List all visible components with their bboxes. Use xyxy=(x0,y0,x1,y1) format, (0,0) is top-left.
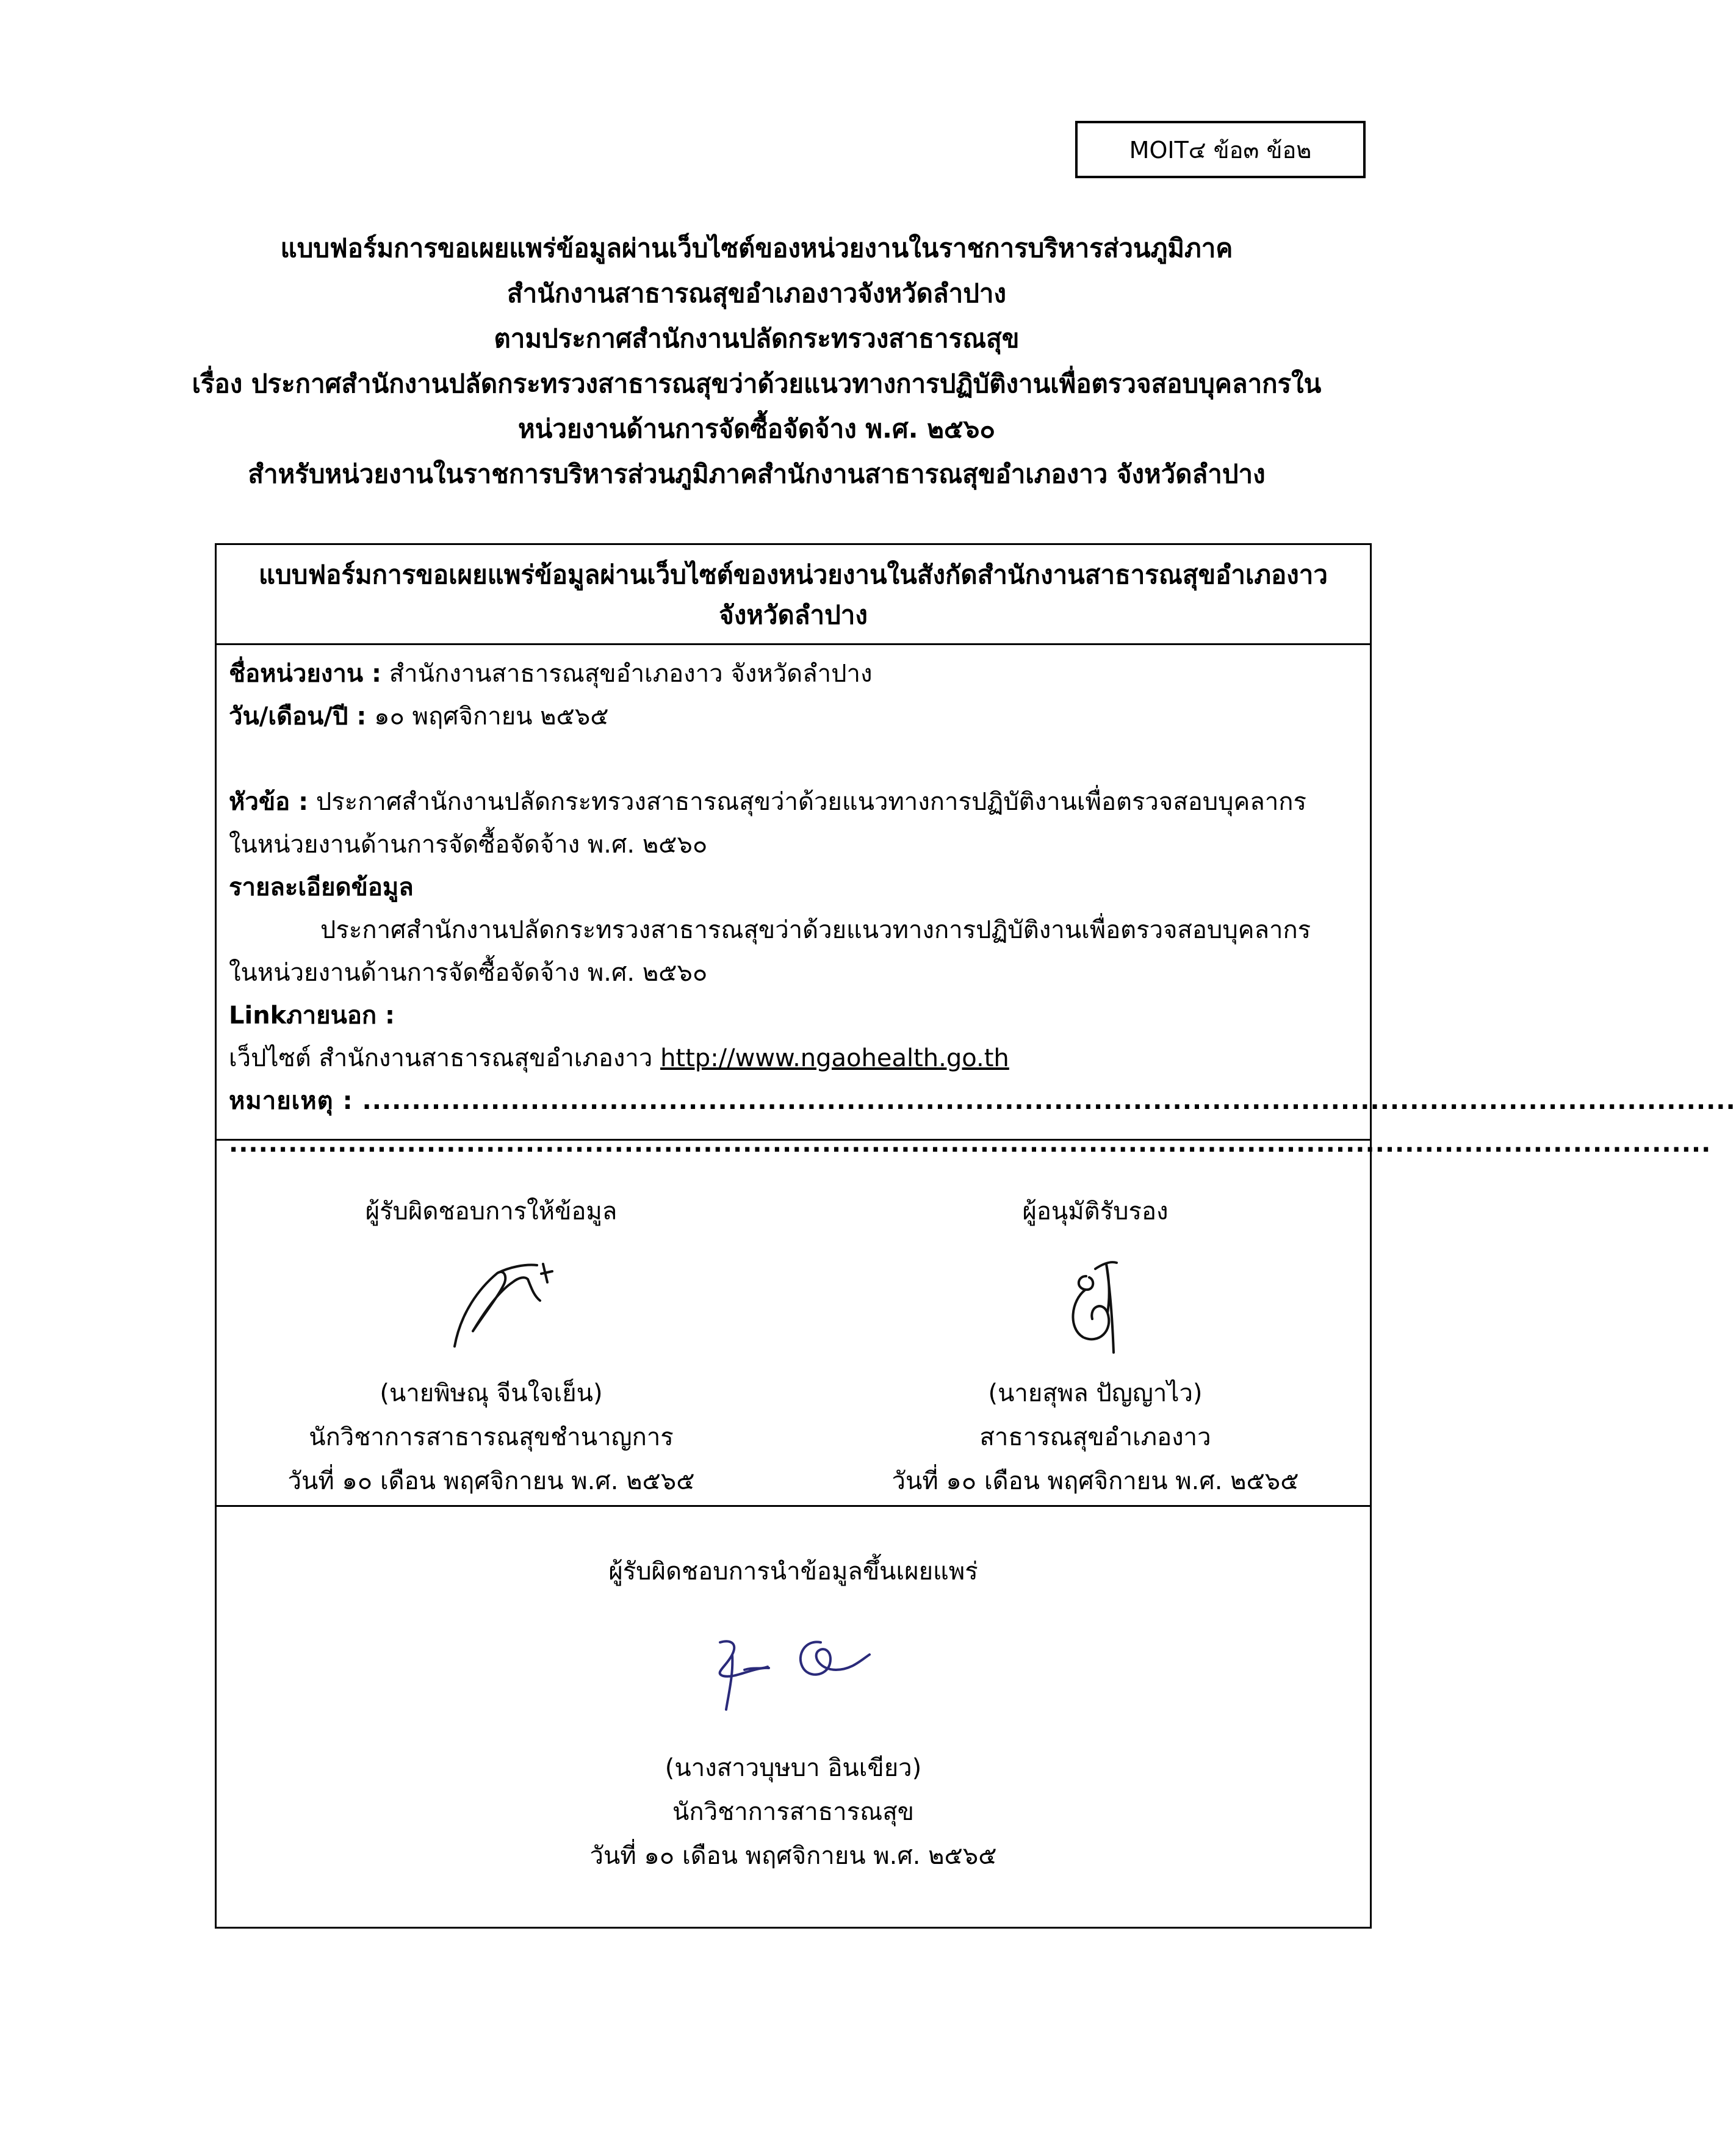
provider-role: ผู้รับผิดชอบการให้ข้อมูล xyxy=(365,1197,618,1226)
header-line-1: แบบฟอร์มการขอเผยแพร่ข้อมูลผ่านเว็บไซต์ของหน่วยงานในราชการบริหารส่วนภูมิภาค xyxy=(280,233,1233,263)
approver-role: ผู้อนุมัติรับรอง xyxy=(1022,1197,1169,1226)
unit-label: ชื่อหน่วยงาน : xyxy=(229,660,382,688)
approver-name: (นายสุพล ปัญญาไว) xyxy=(988,1379,1203,1407)
approver-signature xyxy=(833,1240,1358,1371)
provider-position: นักวิชาการสาธารณสุขชำนาญการ xyxy=(309,1423,674,1451)
publisher-name: (นางสาวบุษบา อินเขียว) xyxy=(665,1754,922,1782)
topic-line-2: ในหน่วยงานด้านการจัดซื้อจัดจ้าง พ.ศ. ๒๕๖๐ xyxy=(229,831,708,859)
document-code: MOIT๔ ข้อ๓ ข้อ๒ xyxy=(1129,136,1312,164)
publisher-date: วันที่ ๑๐ เดือน พฤศจิกายน พ.ศ. ๒๕๖๕ xyxy=(589,1842,997,1870)
date-value: ๑๐ พฤศจิกายน ๒๕๖๕ xyxy=(366,702,609,731)
detail-line-1: ประกาศสำนักงานปลัดกระทรวงสาธารณสุขว่าด้วยแนวทางการปฏิบัติงานเพื่อตรวจสอบบุคลากร xyxy=(320,916,1311,944)
publisher-position: นักวิชาการสาธารณสุข xyxy=(672,1798,914,1826)
date-label: วัน/เดือน/ปี : xyxy=(229,702,367,731)
document-header xyxy=(122,226,1391,497)
publisher-signature-icon xyxy=(696,1618,891,1722)
approver-position: สาธารณสุขอำเภองาว xyxy=(979,1423,1211,1451)
publisher-signature xyxy=(217,1594,1370,1746)
approver-date: วันที่ ๑๐ เดือน พฤศจิกายน พ.ศ. ๒๕๖๕ xyxy=(891,1467,1299,1495)
unit-value: สำนักงานสาธารณสุขอำเภองาว จังหวัดลำปาง xyxy=(381,660,873,688)
publisher-signature-block xyxy=(217,1550,1370,1878)
header-line-6: สำหรับหน่วยงานในราชการบริหารส่วนภูมิภาคสำนักงานสาธารณสุขอำเภองาว จังหวัดลำปาง xyxy=(248,459,1266,489)
external-link-label: Linkภายนอก : xyxy=(229,1002,395,1030)
detail-line-2: ในหน่วยงานด้านการจัดซื้อจัดจ้าง พ.ศ. ๒๕๖๐ xyxy=(229,959,708,987)
topic-line-1: ประกาศสำนักงานปลัดกระทรวงสาธารณสุขว่าด้วยแนวทางการปฏิบัติงานเพื่อตรวจสอบบุคลากร xyxy=(308,788,1306,816)
provider-date: วันที่ ๑๐ เดือน พฤศจิกายน พ.ศ. ๒๕๖๕ xyxy=(287,1467,695,1495)
approver-signature-block xyxy=(833,1190,1358,1503)
unit-row xyxy=(229,652,1358,695)
header-line-2: สำนักงานสาธารณสุขอำเภองาวจังหวัดลำปาง xyxy=(507,278,1006,308)
approver-signature-icon xyxy=(1034,1240,1156,1362)
topic-label: หัวข้อ : xyxy=(229,788,309,816)
remark-dots-1: ........................................................................................................................................... xyxy=(362,1087,1736,1115)
provider-signature xyxy=(229,1240,754,1371)
remark-row xyxy=(229,1080,1736,1122)
header-line-5: หน่วยงานด้านการจัดซื้อจัดจ้าง พ.ศ. ๒๕๖๐ xyxy=(517,414,995,444)
form-title xyxy=(217,545,1370,645)
header-line-3: ตามประกาศสำนักงานปลัดกระทรวงสาธารณสุข xyxy=(494,323,1020,353)
spacer xyxy=(229,738,1358,781)
publisher-role: ผู้รับผิดชอบการนำข้อมูลขึ้นเผยแพร่ xyxy=(608,1558,978,1586)
provider-signature-block xyxy=(229,1190,754,1503)
form-details xyxy=(217,645,1736,1158)
remark-label: หมายเหตุ : xyxy=(229,1087,362,1115)
form-title-line-2: จังหวัดลำปาง xyxy=(719,600,868,630)
header-line-4: เรื่อง ประกาศสำนักงานปลัดกระทรวงสาธารณสุขว่าด้วยแนวทางการปฏิบัติงานเพื่อตรวจสอบบุคลากรใน xyxy=(192,369,1322,399)
remark-dots-2: ...................................................................................................................................................... xyxy=(229,1130,1712,1158)
date-row xyxy=(229,695,1358,738)
provider-name: (นายพิษณุ จีนใจเย็น) xyxy=(380,1379,603,1407)
form-title-line-1: แบบฟอร์มการขอเผยแพร่ข้อมูลผ่านเว็บไซต์ของหน่วยงานในสังกัดสำนักงานสาธารณสุขอำเภองาว xyxy=(259,560,1328,590)
provider-signature-icon xyxy=(412,1240,571,1362)
topic-row xyxy=(229,781,1358,823)
website-link[interactable]: http://www.ngaohealth.go.th xyxy=(660,1044,1009,1072)
detail-label: รายละเอียดข้อมูล xyxy=(229,873,414,901)
document-code-box xyxy=(1075,121,1366,178)
publication-form xyxy=(215,543,1736,1929)
approval-signatures xyxy=(217,1141,1370,1507)
website-prefix: เว็ปไซต์ สำนักงานสาธารณสุขอำเภองาว xyxy=(229,1044,661,1072)
publisher-signature-section xyxy=(217,1507,1370,1928)
website-row xyxy=(229,1037,1358,1080)
